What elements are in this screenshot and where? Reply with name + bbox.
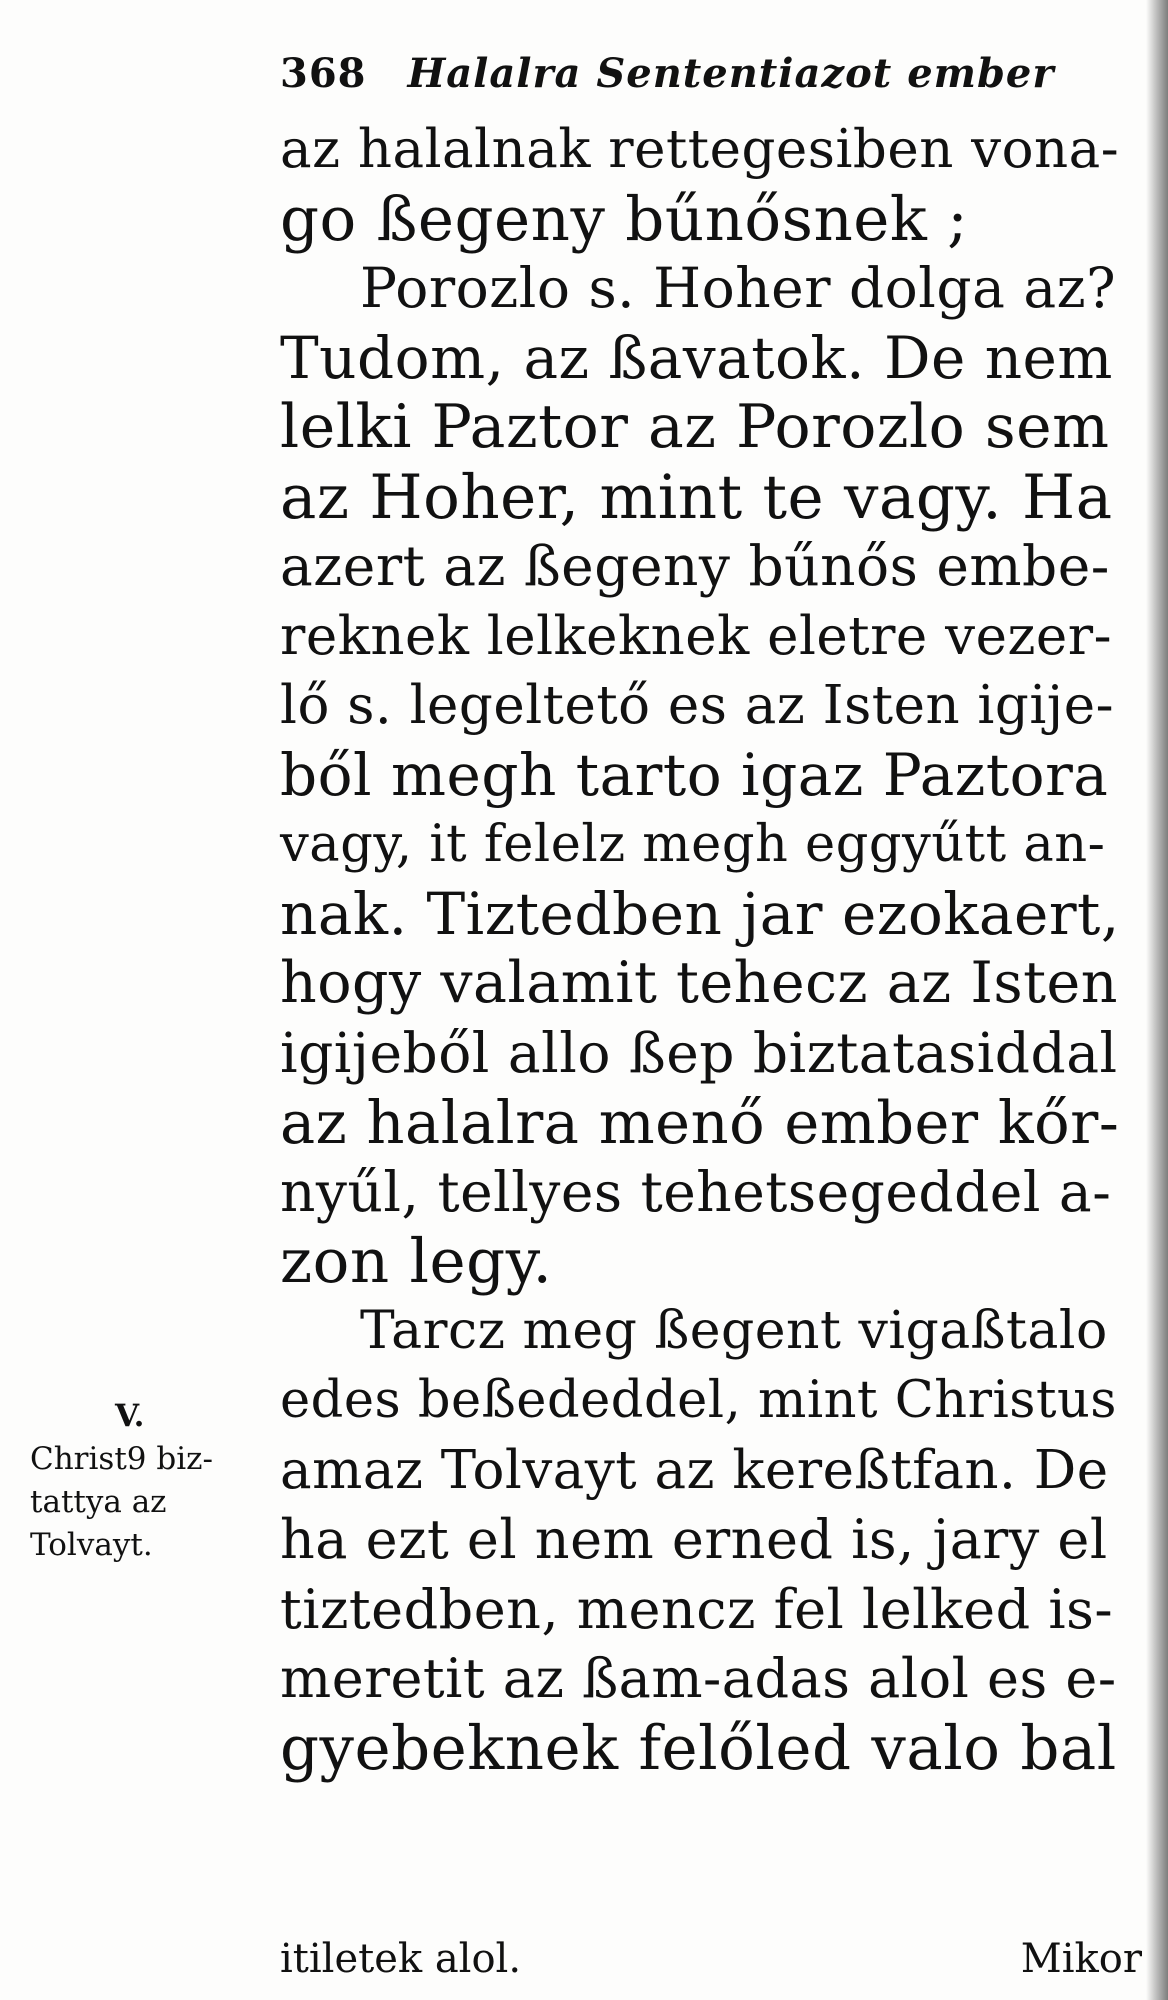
margin-note bbox=[30, 1395, 280, 1567]
body-text bbox=[280, 115, 1120, 1783]
text-line: nyűl, tellyes tehetsegeddel a- bbox=[280, 1159, 1112, 1224]
page-edge-shadow bbox=[1146, 0, 1168, 2000]
text-line: edes beßededdel, mint Christus bbox=[280, 1371, 1117, 1430]
text-line: tiztedben, mencz fel lelked is- bbox=[280, 1577, 1114, 1641]
margin-note-number: V. bbox=[115, 1398, 145, 1434]
text-line: az halalnak rettegesiben vona- bbox=[280, 119, 1120, 180]
text-line: az Hoher, mint te vagy. Ha bbox=[280, 461, 1113, 533]
final-line-fragment: itiletek alol. bbox=[280, 1936, 522, 1982]
text-line: hogy valamit tehecz az Isten bbox=[280, 950, 1118, 1016]
text-line: igijeből allo ßep biztatasiddal bbox=[280, 1020, 1118, 1085]
text-line: Porozlo s. Hoher dolga az? bbox=[360, 256, 1117, 320]
margin-note-line: tattya az bbox=[30, 1484, 167, 1520]
text-line: zon legy. bbox=[280, 1226, 553, 1297]
text-line: nak. Tiztedben jar ezokaert, bbox=[280, 879, 1120, 948]
text-line: reknek lelkeknek eletre vezer- bbox=[280, 605, 1112, 667]
text-line: amaz Tolvayt az kereßtfan. De bbox=[280, 1439, 1109, 1501]
running-title: Halalra Sententiazot ember bbox=[407, 50, 1055, 97]
running-header bbox=[280, 50, 1054, 97]
margin-note-line: Christ9 biz- bbox=[30, 1441, 213, 1477]
text-line: azert az ßegeny bűnős embe- bbox=[280, 534, 1110, 598]
text-line: Tarcz meg ßegent vigaßtalo bbox=[360, 1300, 1108, 1361]
page-number: 368 bbox=[280, 50, 367, 97]
margin-note-line: Tolvayt. bbox=[30, 1527, 153, 1563]
text-line: az halalra menő ember kőr- bbox=[280, 1088, 1120, 1157]
text-line: lelki Paztor az Porozlo sem bbox=[280, 392, 1110, 462]
text-line: Tudom, az ßavatok. De nem bbox=[280, 323, 1113, 392]
text-line: gyebeknek felőled valo bal bbox=[280, 1712, 1117, 1784]
text-line: vagy, it felelz megh eggyűtt an- bbox=[280, 815, 1106, 874]
text-line: ből megh tarto igaz Paztora bbox=[280, 740, 1109, 809]
text-line: meretit az ßam-adas alol es e- bbox=[280, 1647, 1117, 1710]
text-line: go ßegeny bűnősnek ; bbox=[280, 183, 969, 255]
catchword: Mikor bbox=[1020, 1936, 1142, 1982]
text-line: lő s. legeltető es az Isten igije- bbox=[280, 675, 1114, 736]
text-line: ha ezt el nem erned is, jary el bbox=[280, 1508, 1108, 1571]
